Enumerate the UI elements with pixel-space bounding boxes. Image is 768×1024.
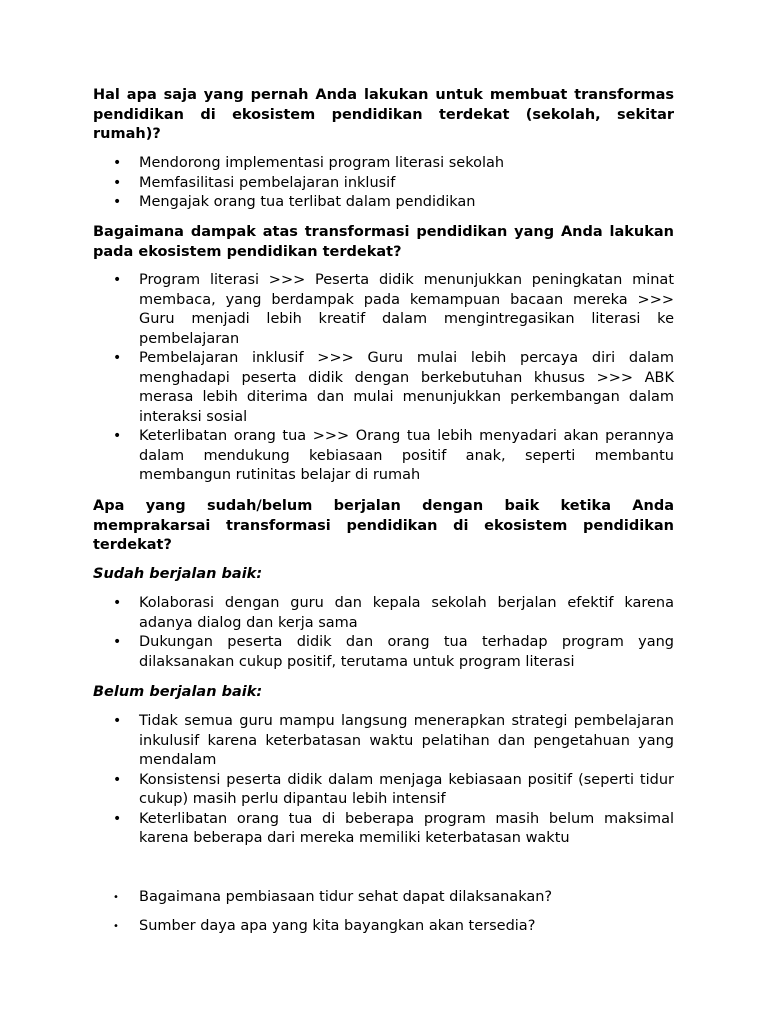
section-1 — [93, 86, 674, 145]
section-2-list — [93, 271, 674, 486]
bullet-icon: • — [113, 892, 119, 903]
list-item: • Pembelajaran inklusif >>> Guru mulai lebih percaya diri dalam menghadapi peserta didik dengan berkebutuhan khusus >>> ABK merasa lebih diterima dan mulai menunjukkan perkembangan dalam interaksi sosial — [113, 350, 674, 425]
list-item: • Memfasilitasi pembelajaran inklusif — [93, 174, 674, 194]
bullet-icon: • — [113, 921, 119, 932]
section-4-item-2-wrap — [93, 917, 674, 937]
section-1-list — [93, 154, 674, 213]
list-item: • Keterlibatan orang tua >>> Orang tua lebih menyadari akan perannya dalam mendukung kebiasaan positif anak, seperti membantu membangun rutinitas belajar di rumah — [113, 428, 674, 483]
list-item: • Keterlibatan orang tua di beberapa program masih belum maksimal karena beberapa dari mereka memiliki keterbatasan waktu — [113, 810, 674, 846]
sudah-list-wrap — [93, 594, 674, 672]
bullet-icon: • — [113, 194, 122, 210]
belum-heading-wrap — [93, 683, 674, 703]
section-4-list — [93, 917, 674, 937]
belum-list-wrap — [93, 712, 674, 849]
section-2-list-wrap — [93, 271, 674, 486]
list-item: • Dukungan peserta didik dan orang tua terhadap program yang dilaksanakan cukup positif, terutama untuk program literasi — [113, 634, 674, 670]
question-1: Hal apa saja yang pernah Anda lakukan untuk membuat transformas pendidikan di ekosistem pendidikan terdekat (sekolah, sekitar rumah)? — [93, 87, 674, 142]
bullet-icon: • — [113, 428, 122, 444]
belum-heading: Belum berjalan baik: — [93, 684, 263, 700]
list-item: • Tidak semua guru mampu langsung menerapkan strategi pembelajaran inkulusif karena keterbatasan waktu pelatihan dan pengetahuan yang mendalam — [113, 713, 674, 768]
list-item: • Sumber daya apa yang kita bayangkan akan tersedia? — [93, 917, 674, 937]
sudah-heading-wrap — [93, 565, 674, 585]
bullet-icon: • — [113, 350, 122, 366]
bullet-icon: • — [113, 713, 122, 729]
list-item: • Mendorong implementasi program literasi sekolah — [93, 154, 674, 174]
belum-list — [93, 712, 674, 849]
section-4-item-1-wrap — [93, 888, 674, 908]
section-4-list — [93, 888, 674, 908]
list-item: • Program literasi >>> Peserta didik menunjukkan peningkatan minat membaca, yang berdampak pada kemampuan bacaan mereka >>> Guru menjadi lebih kreatif dalam mengintregasikan literasi ke pembelajaran — [113, 272, 674, 347]
bullet-icon: • — [113, 771, 122, 788]
bullet-icon: • — [113, 810, 122, 827]
bullet-icon: • — [113, 634, 122, 650]
bullet-icon: • — [113, 272, 122, 288]
list-item: • Konsistensi peserta didik dalam menjaga kebiasaan positif (seperti tidur cukup) masih perlu dipantau lebih intensif — [113, 771, 674, 807]
question-2: Bagaimana dampak atas transformasi pendidikan yang Anda lakukan pada ekosistem pendidikan terdekat? — [93, 224, 674, 260]
section-2 — [93, 223, 674, 262]
sudah-list — [93, 594, 674, 672]
bullet-icon: • — [113, 595, 122, 611]
bullet-icon: • — [113, 155, 122, 171]
section-3 — [93, 497, 674, 556]
question-3: Apa yang sudah/belum berjalan dengan baik ketika Anda memprakarsai transformasi pendidikan di ekosistem pendidikan terdekat? — [93, 498, 674, 553]
section-1-list-wrap — [93, 154, 674, 213]
sudah-heading: Sudah berjalan baik: — [93, 566, 263, 582]
list-item: • Mengajak orang tua terlibat dalam pendidikan — [93, 193, 674, 213]
list-item: • Bagaimana pembiasaan tidur sehat dapat dilaksanakan? — [93, 888, 674, 908]
bullet-icon: • — [113, 174, 122, 191]
list-item: • Kolaborasi dengan guru dan kepala sekolah berjalan efektif karena adanya dialog dan kerja sama — [113, 595, 674, 631]
